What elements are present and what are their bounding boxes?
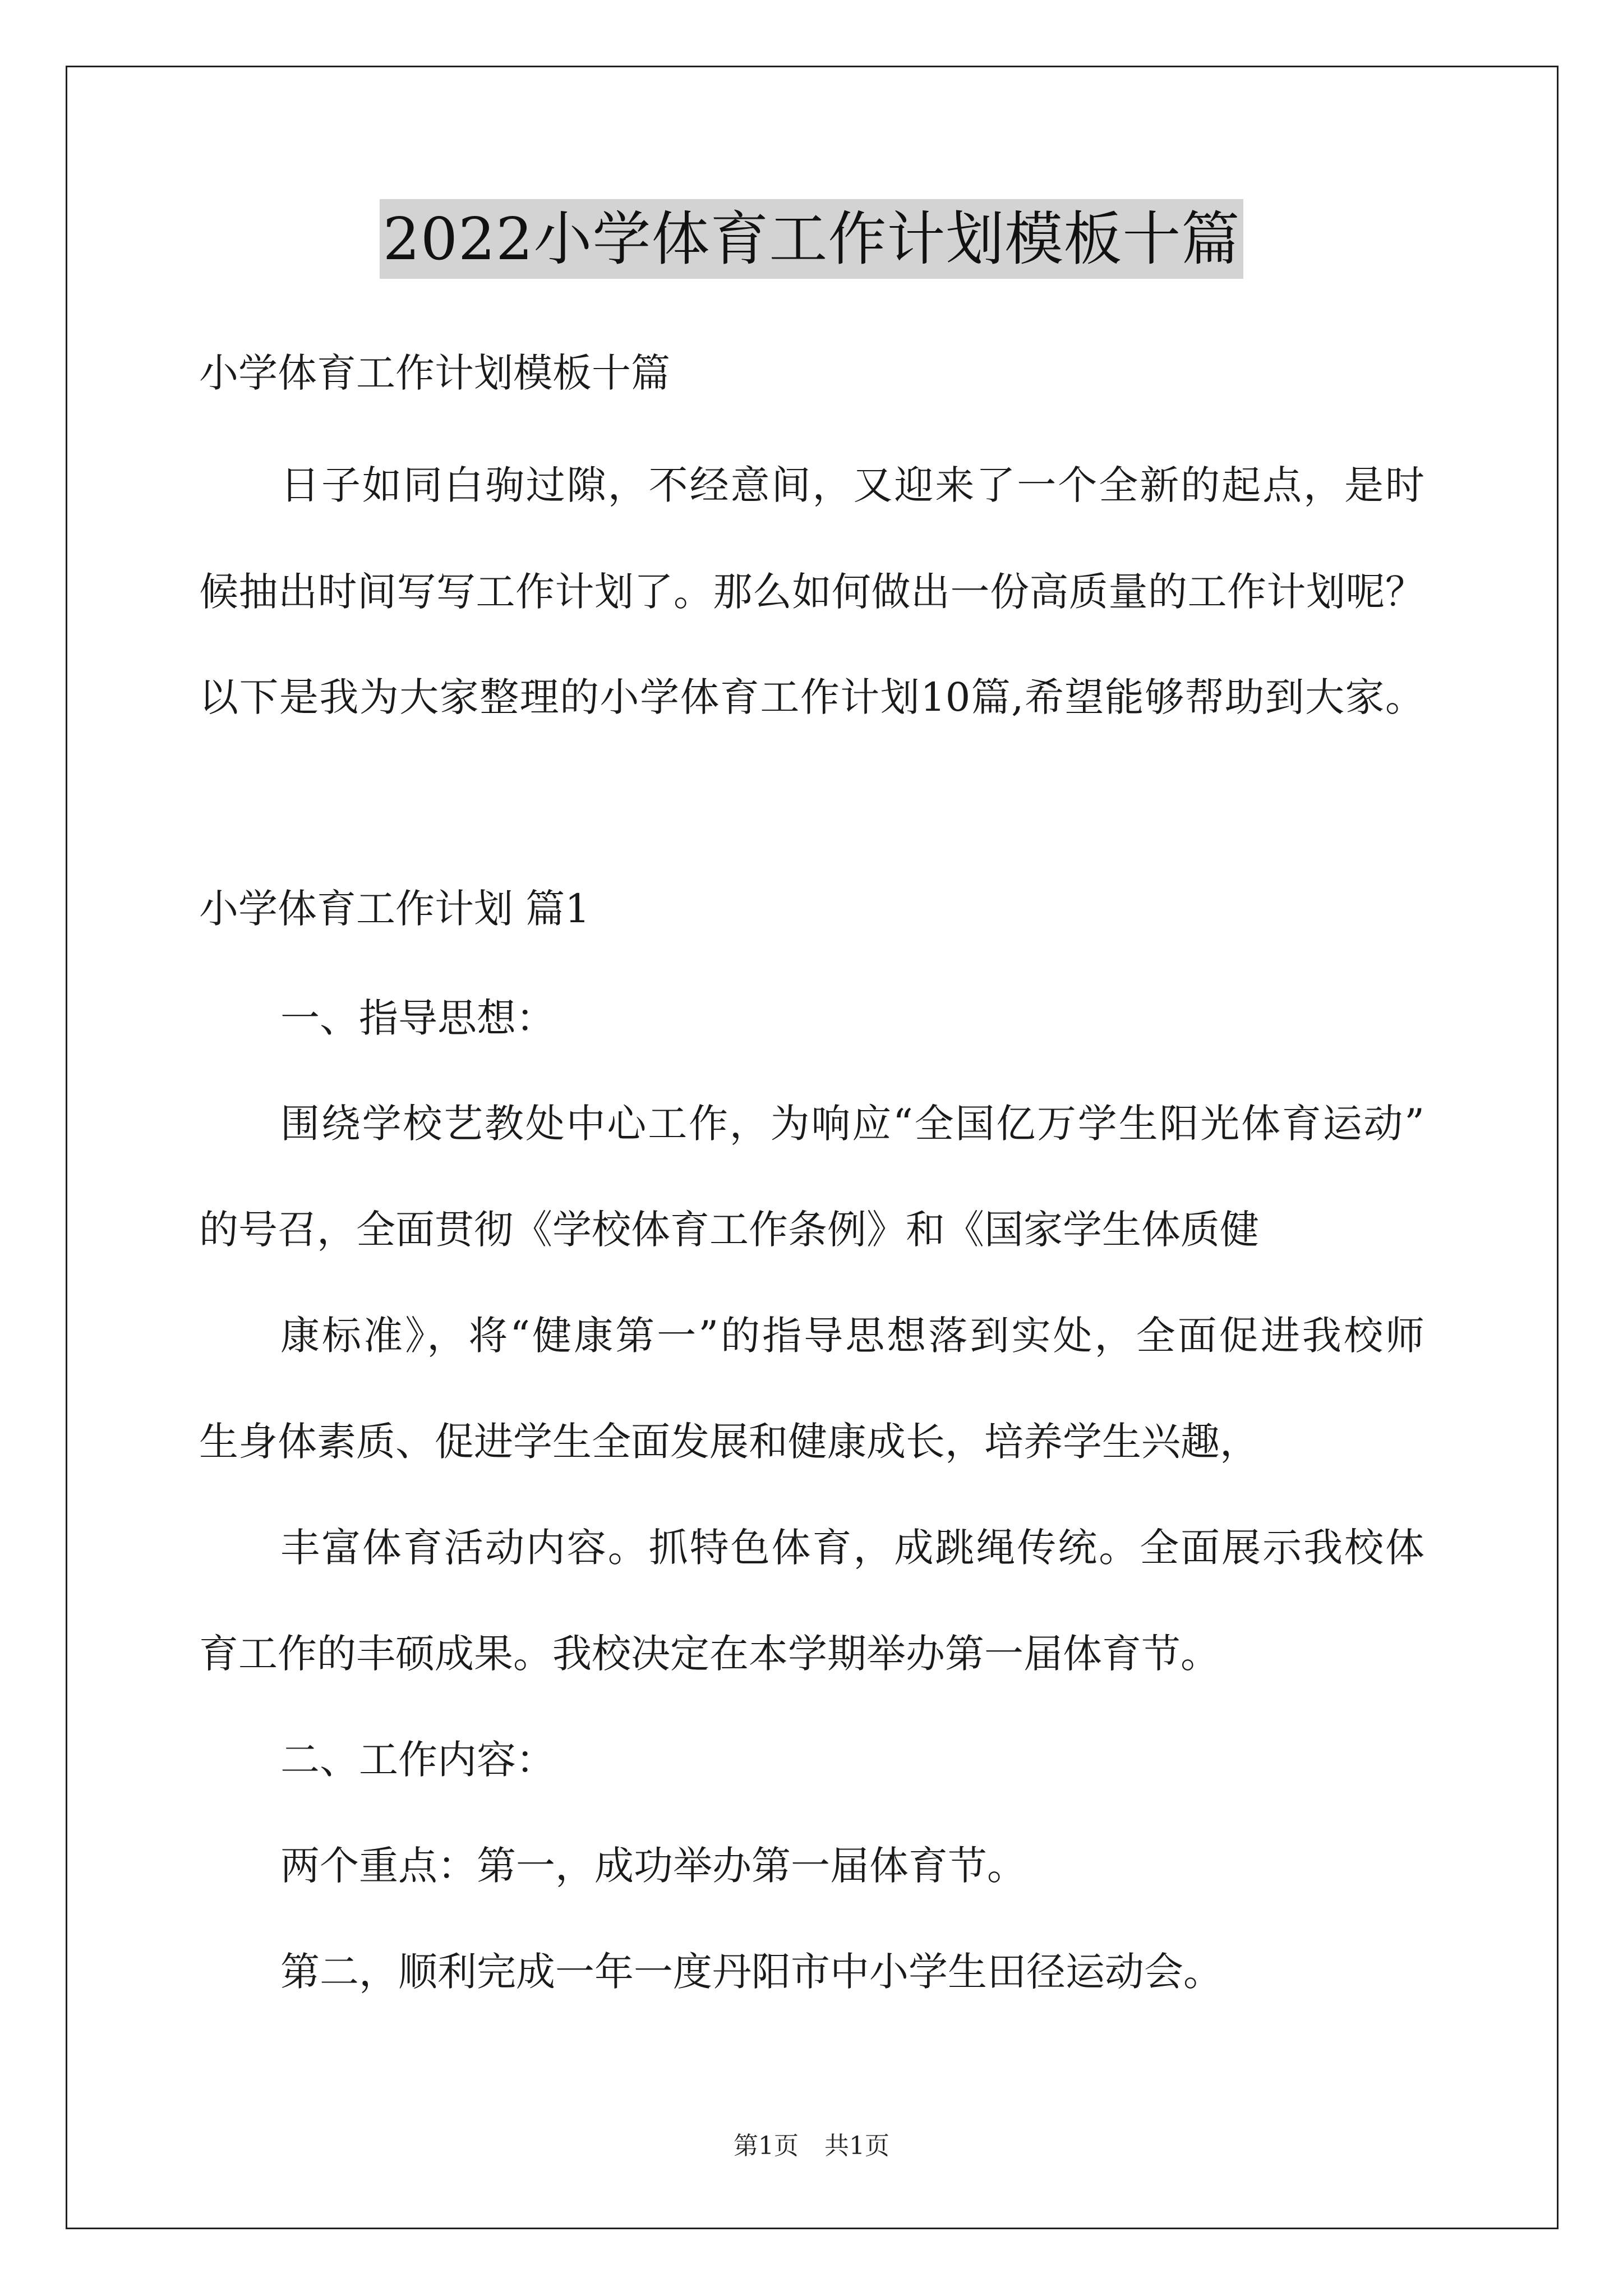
intro-line-2: 候抽出时间写写工作计划了。那么如何做出一份高质量的工作计划呢？ [199, 569, 1424, 615]
document-title: 2022小学体育工作计划模板十篇 [380, 199, 1244, 279]
part1-heading: 一、指导思想： [280, 995, 555, 1041]
part1-line-6: 育工作的丰硕成果。我校决定在本学期举办第一届体育节。 [199, 1631, 1220, 1677]
part1-line-1: 围绕学校艺教处中心工作，为响应“全国亿万学生阳光体育运动” [280, 1101, 1424, 1147]
section-heading: 小学体育工作计划 篇1 [199, 886, 590, 932]
page-number: 第1页 [734, 2132, 799, 2160]
part1-line-3: 康标准》，将“健康第一”的指导思想落到实处，全面促进我校师 [280, 1313, 1424, 1359]
page-total: 共1页 [824, 2132, 889, 2160]
part2-line-2: 第二，顺利完成一年一度丹阳市中小学生田径运动会。 [280, 1949, 1223, 1995]
document-subtitle: 小学体育工作计划模板十篇 [199, 350, 670, 396]
intro-line-3: 以下是我为大家整理的小学体育工作计划10篇,希望能够帮助到大家。 [199, 674, 1424, 720]
title-container [0, 199, 1623, 279]
part2-heading: 二、工作内容： [280, 1737, 555, 1783]
intro-line-1: 日子如同白驹过隙，不经意间，又迎来了一个全新的起点，是时 [280, 462, 1424, 508]
part1-line-2: 的号召，全面贯彻《学校体育工作条例》和《国家学生体质健 [199, 1207, 1259, 1253]
page-footer [0, 2131, 1623, 2162]
part1-line-5: 丰富体育活动内容。抓特色体育，成跳绳传统。全面展示我校体 [280, 1525, 1424, 1571]
part2-line-1: 两个重点：第一，成功举办第一届体育节。 [280, 1843, 1026, 1889]
part1-line-4: 生身体素质、促进学生全面发展和健康成长，培养学生兴趣， [199, 1419, 1259, 1465]
